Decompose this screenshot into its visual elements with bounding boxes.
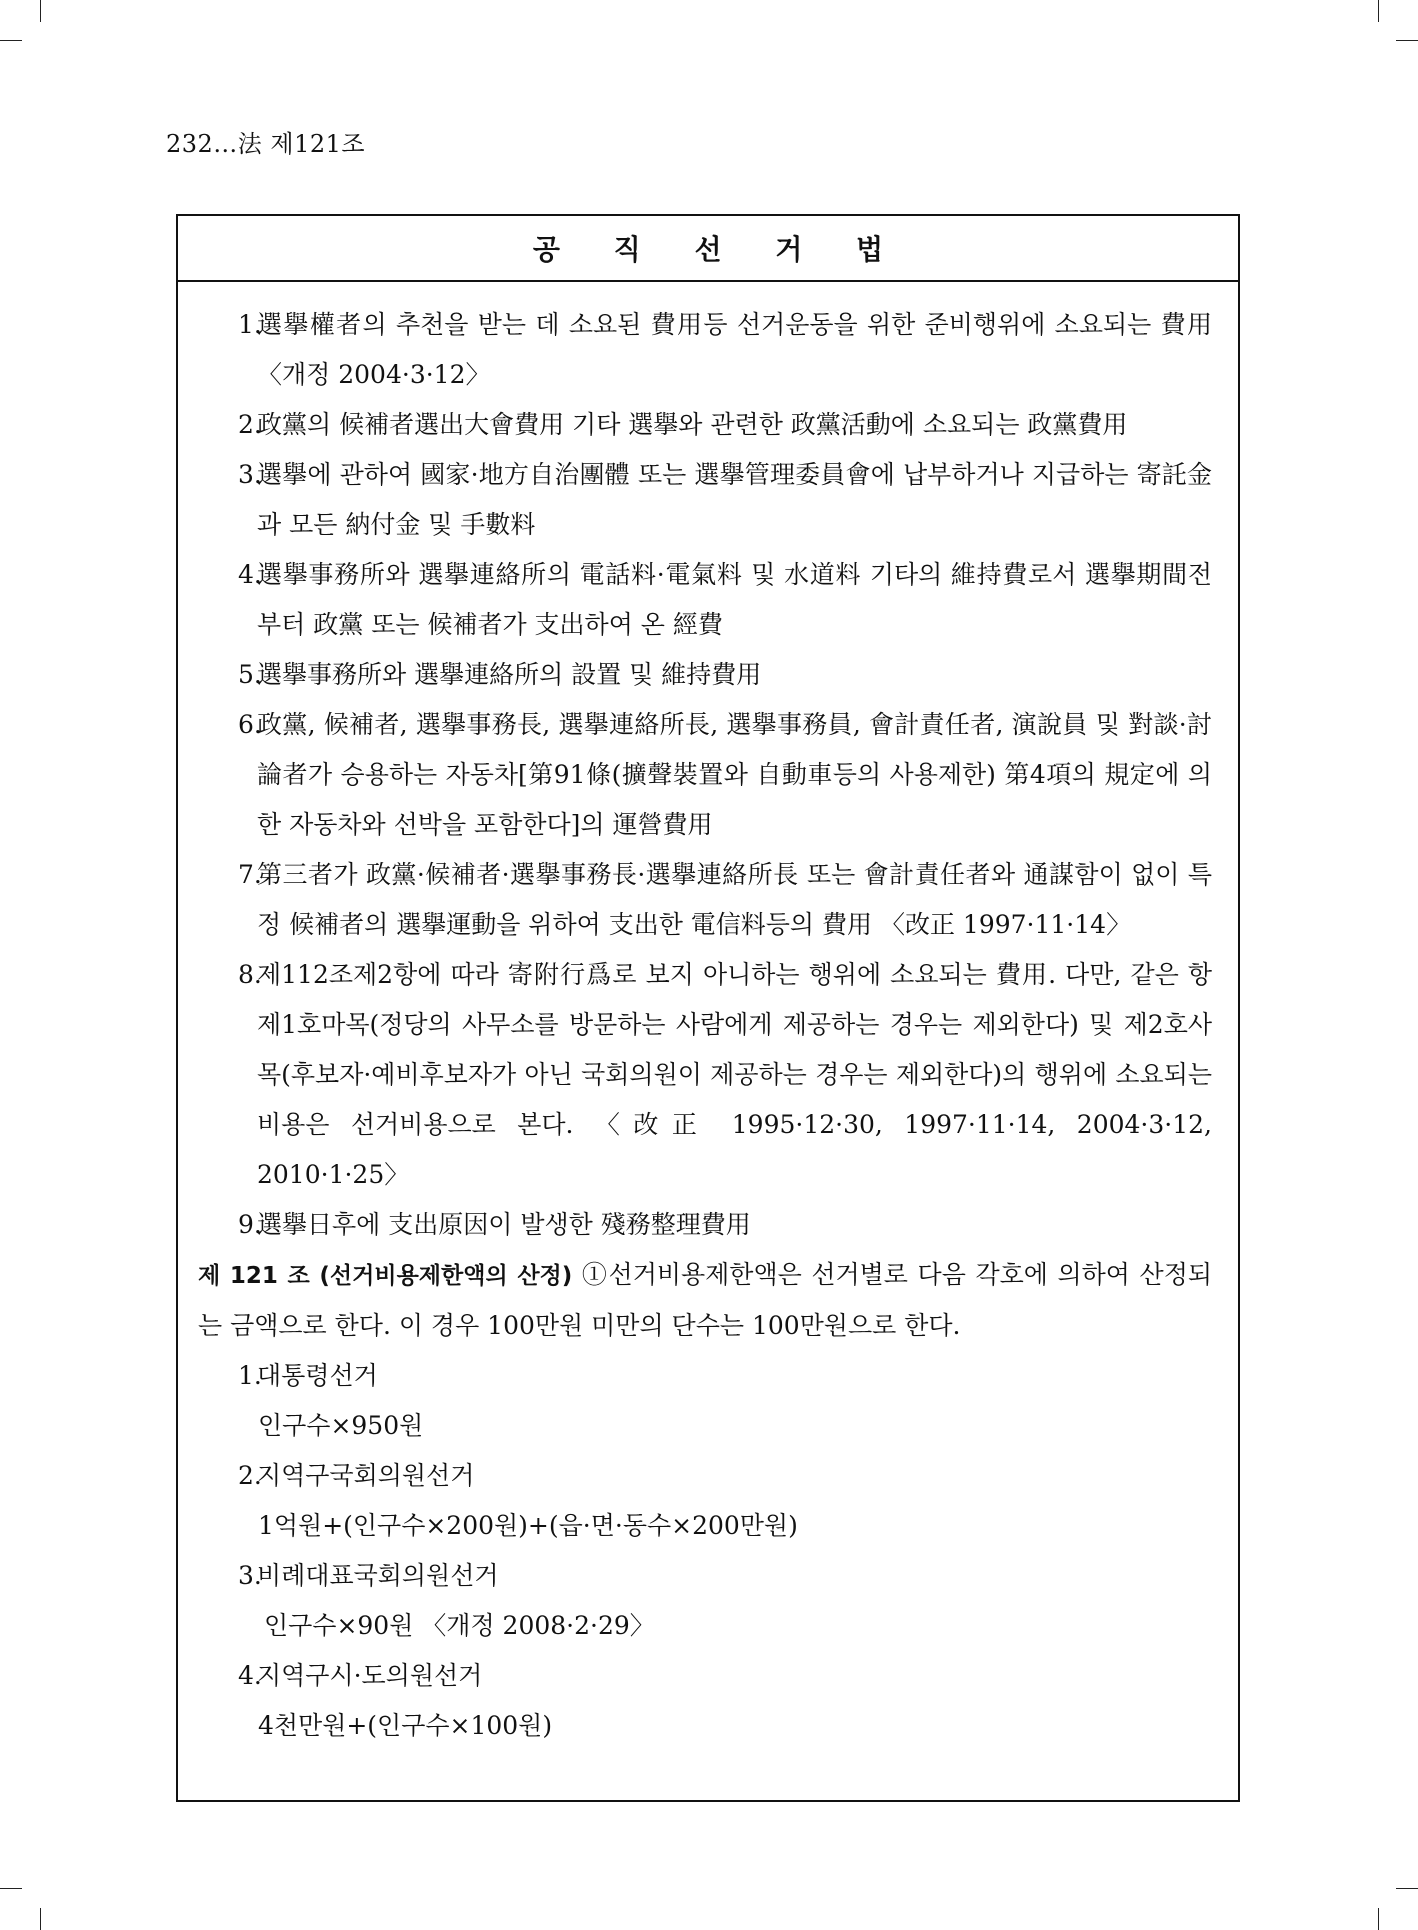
item-text: 第三者가 政黨·候補者·選擧事務長·選擧連絡所長 또는 會計責任者와 通謀함이 없이 특정 候補者의 選擧運動을 위하여 支出한 電信料등의 費用 〈改正 1997·11·14〉 [257, 860, 1212, 939]
list-item [178, 950, 1238, 1200]
list-item [178, 400, 1238, 450]
crop-mark [1396, 40, 1418, 41]
article-121 [178, 1250, 1238, 1351]
formula: 인구수×950원 [258, 1411, 424, 1440]
item-number: 2. [238, 410, 262, 439]
list-item [178, 550, 1238, 650]
item-number: 3. [238, 460, 262, 489]
item-text: 選擧事務所와 選擧連絡所의 電話料·電氣料 및 水道料 기타의 維持費로서 選擧期間전부터 政黨 또는 候補者가 支出하여 온 經費 [257, 560, 1212, 639]
formula: 1억원+(인구수×200원)+(읍·면·동수×200만원) [258, 1511, 798, 1540]
crop-mark [1396, 1888, 1418, 1889]
sub-item-number: 4. [238, 1661, 262, 1690]
list-item [178, 700, 1238, 850]
item-text: 政黨의 候補者選出大會費用 기타 選擧와 관련한 政黨活動에 소요되는 政黨費用 [257, 410, 1128, 439]
article-label: 제 121 조 (선거비용제한액의 산정) [198, 1263, 573, 1289]
crop-mark [40, 0, 41, 22]
frame-title: 공 직 선 거 법 [178, 216, 1238, 282]
item-text: 政黨, 候補者, 選擧事務長, 選擧連絡所長, 選擧事務員, 會計責任者, 演說員 및 對談·討論者가 승용하는 자동차[第91條(擴聲裝置와 自動車등의 사용제한) 第4項의 規定에 의한 자동차와 선박을 포함한다]의 運營費用 [257, 710, 1212, 839]
sub-item-number: 2. [238, 1461, 262, 1490]
item-text: 選擧事務所와 選擧連絡所의 設置 및 維持費用 [257, 660, 762, 689]
sub-item-title: 지역구시·도의원선거 [257, 1661, 483, 1690]
sub-item-title: 지역구국회의원선거 [257, 1461, 475, 1490]
item-text: 選擧에 관하여 國家·地方自治團體 또는 選擧管理委員會에 납부하거나 지급하는 寄託金과 모든 納付金 및 手數料 [257, 460, 1212, 539]
crop-mark [0, 1888, 22, 1889]
sub-item-title: 대통령선거 [257, 1361, 378, 1390]
list-item [178, 650, 1238, 700]
item-text: 選擧權者의 추천을 받는 데 소요된 費用등 선거운동을 위한 준비행위에 소요되는 費用 〈개정 2004·3·12〉 [257, 310, 1212, 389]
running-header: 232…法 제121조 [166, 130, 366, 158]
item-text: 제112조제2항에 따라 寄附行爲로 보지 아니하는 행위에 소요되는 費用. 다만, 같은 항 제1호마목(정당의 사무소를 방문하는 사람에게 제공하는 경우는 제외한다) 및 제2호사목(후보자·예비후보자가 아닌 국회의원이 제공하는 경우는 제외한다)의 행위에 소요되는 비용은 선거비용으로 본다. 〈改正 1995·12·30, 1997·11·14, 2004·3·12, 2010·1·25〉 [257, 960, 1212, 1189]
item-number: 7. [238, 860, 262, 889]
item-number: 5. [238, 660, 262, 689]
sub-item [178, 1551, 1238, 1601]
formula: 4천만원+(인구수×100원) [258, 1711, 553, 1740]
sub-item-number: 3. [238, 1561, 262, 1590]
crop-mark [40, 1908, 41, 1930]
sub-item-title: 비례대표국회의원선거 [257, 1561, 499, 1590]
list-item [178, 1200, 1238, 1250]
list-item [178, 450, 1238, 550]
sub-item [178, 1451, 1238, 1501]
crop-mark [0, 40, 22, 41]
item-number: 8. [238, 960, 262, 989]
crop-mark [1378, 1908, 1379, 1930]
sub-item [178, 1351, 1238, 1401]
list-item [178, 300, 1238, 400]
content [178, 300, 1238, 1751]
sub-item-number: 1. [238, 1361, 262, 1390]
item-number: 6. [238, 710, 262, 739]
crop-mark [1378, 0, 1379, 22]
law-frame [176, 214, 1240, 1802]
item-number: 4. [238, 560, 262, 589]
item-number: 9. [238, 1210, 262, 1239]
formula: 인구수×90원 〈개정 2008·2·29〉 [264, 1611, 655, 1640]
article-text: ①선거비용제한액은 선거별로 다음 각호에 의하여 산정되는 금액으로 한다. 이 경우 100만원 미만의 단수는 100만원으로 한다. [198, 1260, 1213, 1340]
list-item [178, 850, 1238, 950]
sub-item [178, 1651, 1238, 1701]
item-number: 1. [238, 310, 262, 339]
item-text: 選擧日후에 支出原因이 발생한 殘務整理費用 [257, 1210, 751, 1239]
